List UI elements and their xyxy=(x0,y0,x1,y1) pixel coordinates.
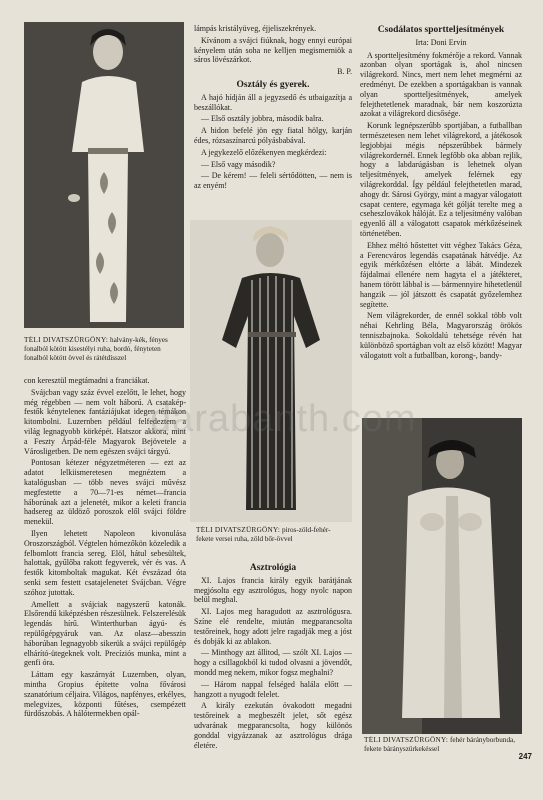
paragraph: — Minthogy azt állitod, — szólt XI. Lajos — hogy a csillagokból ki tudod olvasni a jövendőt, mondd meg nekem, mikor fogsz meghalni? xyxy=(194,648,352,677)
paragraph: Pontosan kétezer négyzetméteren — ezt az adatot lelkiismeretesen megnéztem a katalógusban — több neves svájci művész megfestette a 70—71-es német—francia háborúnak azt a jelenetét, mikor a keleti francia hadsereg az üldöző poroszok elől svájci földre menekül. xyxy=(24,458,186,527)
column-3-text xyxy=(360,22,522,414)
paragraph: A hidon befelé jön egy fiatal hölgy, karján édes, rózsaszínarcú pólyásbabával. xyxy=(194,126,352,145)
paragraph: XI. Lajos francia király egyik barátjának megjósolta egy asztrológus, hogy nyolc napon belül meghal. xyxy=(194,575,352,605)
paragraph: XI. Lajos meg haragudott az asztrológusra. Színe elé rendelte, miután megparancsolta testőreinek, hogy adott jelre ragadják meg a jóst és dobják ki az ablakon. xyxy=(194,607,352,646)
article-title-sport: Csodálatos sportteljesítmények xyxy=(377,25,505,35)
photo-caption-3 xyxy=(364,736,522,766)
paragraph: Ilyen lehetett Napoleon kivonulása Oroszországból. Végtelen hómezőkön közeledik a felbomlott francia sereg. Elöl, hátul sebesültek, halottak, gyűlőba rakott fegyverek, vér és vas. A festők kitomboltak magukat. Két évszázad óta senki sem festett csatajelenetet Svájcban. Végre szóhoz jutottak. xyxy=(24,528,186,597)
author-initials: B. P. xyxy=(337,67,352,77)
article-title-asztrologia: Asztrológia xyxy=(249,563,297,573)
caption-keyword: TÉLI DIVATSZÜRGÖNY: xyxy=(24,336,109,344)
page-number: 247 xyxy=(518,752,532,761)
photo-caption-2 xyxy=(196,526,348,556)
column-2-text-bottom xyxy=(194,560,352,778)
caption-text: piros-zöld-fehér-fekete versei ruha, zöld bőr-övvel xyxy=(196,526,331,543)
paragraph: — Első osztály jobbra, második balra. xyxy=(201,114,324,124)
watermark: darabanth.com xyxy=(150,398,417,440)
article-title-osztaly: Osztály és gyerek. xyxy=(236,79,310,90)
photo-fashion-fur-coat xyxy=(362,418,522,734)
photo-caption-1 xyxy=(24,336,186,376)
paragraph: — Három nappal felséged halála előtt — hangzott a nyugodt felelet. xyxy=(194,679,352,699)
paragraph: — De kérem! — feleli sértődötten, — nem is az enyém! xyxy=(194,171,352,191)
paragraph: — Első vagy második? xyxy=(201,159,276,169)
photo-fashion-striped-dress xyxy=(190,220,352,522)
paragraph: A jegykezelő előzékenyen megkérdezi: xyxy=(201,147,327,157)
caption-text: halvány-kék, fényes fonalból kötött kisestélyi ruha, bordó, fényteten fonalból kötött övvel és rátétdísszel xyxy=(24,336,168,362)
caption-text: fehér bárányborbunda, fekete bárányszürkekéssel xyxy=(364,736,516,753)
paragraph: Amellett a svájciak nagyszerű katonák. Elsőrendű kiképzésben részesülnek. Felszerelésük legendás hírű. Winterthurban ágyú- és repülőgépgyáruk van. Az olasz—abesszin háborúban legnagyobb sikerük a svájci repülőgép elhárító-ütegeknek volt. Precíziós munka, mint a genfi óra. xyxy=(24,599,186,668)
paragraph: con keresztül megtámadni a franciákat. xyxy=(24,376,150,385)
paragraph: lámpás kristályüveg, éjjeliszekrények. xyxy=(194,24,317,33)
paragraph: Láttam egy kaszárnyát Luzernben, olyan, mintha Gropius építette volna fővárosi szanatórium céljaira. Világos, napfényes, erkélyes, melegvizes, központi fűtéses, csempézett fürdőszobás. A hálótermekben opál- xyxy=(24,670,186,719)
paragraph: A király ezekután óvakodott megadni testőreinek a megbeszélt jelet, sőt egész udvarának megparancsolta, hogy különös gonddal vigyázzanak az asztrológus drága életére. xyxy=(194,701,352,750)
paragraph: A hajó hídján áll a jegyzsedő és utbaigazítja a beszállókat. xyxy=(194,92,352,112)
paragraph: Svájcban vagy száz évvel ezelőtt, le lehet, hogy még régebben — nem volt háború. A csatakép-festők kényteleneк fantáziájukat idegen témákon kitombolni. Luzernben például felfedeztem a világ legnagyobb körképét. Hatszor akkora, mint a Feszty Árpád-féle Magyarok Bejövetele a Városligetben. De nem egészen svájci tárgyú. xyxy=(24,387,186,456)
caption-keyword: TÉLI DIVATSZÜRGÖNY: xyxy=(196,526,281,534)
paragraph: Nem világrekorder, de ennél sokkal több volt néhai Kehrling Béla, Magyarország örökös tenniszbajnoka. Sokoldalú tehetsége révén hat különböző sportágban volt az első között! Magyar válogatott volt a futballban, korong-, bandy- xyxy=(360,311,522,360)
column-2-text-top xyxy=(194,24,352,218)
paragraph: A sportteljesítmény fokmérője a rekord. Vannak azonban olyan sportágak is, ahol nincsen világrekord. Nincs, mert nem lehet megmérni az eredményt. De ezekben a sportágakban is vannak olyan sportteljesítmények, amelyek felejthetetlenek maradnak, bár nem koszorúzta azokat a világrekord dicsősége. xyxy=(360,50,522,119)
byline: Irta: Doni Ervin xyxy=(415,37,467,47)
caption-keyword: TÉLI DIVATSZÜRGÖNY: xyxy=(364,736,449,744)
paragraph: Korunk legnépszerűbb sportjában, a futballban természetesen nem lehet világrekord, a játékosok legjobbjai mégis népszerűbbek bármely világrekordernél. Ennek legfőbb oka abban rejlik, hogy a labdarúgásban is lehetnek olyan teljesítmények, amelyek felérnek egy világrekorddal. Így például felejthetetlen marad, ahogy dr. Sárosi György, mint a magyar válogatott csapat centere, egymaga két gólját terelte meg a cseheszlovákok hálóját. Ez a teljesítmény valóban egyenlő áll a válogatott csapatok mérkőzéseinek történetében. xyxy=(360,121,522,238)
paragraph: Kívánom a svájci fiúknak, hogy ennyi európai kényelem után soha ne kelljen megismerniök a sáros lövészárkot. xyxy=(194,35,352,65)
paragraph: Ehhez méltó hőstettet vitt véghez Takács Géza, a Ferencváros legendás csapatának hátvédje. Az egyik mérkőzésen eltörte a lábát. Mindezek fájdalmai ellenére nem hagyta el a játékteret, hanem törött lábbal is — bármennyire hihetetlenül hangzik — jól játszott és csapatát győzelemhez segítette. xyxy=(360,240,522,309)
photo-fashion-knit-dress xyxy=(24,22,184,328)
